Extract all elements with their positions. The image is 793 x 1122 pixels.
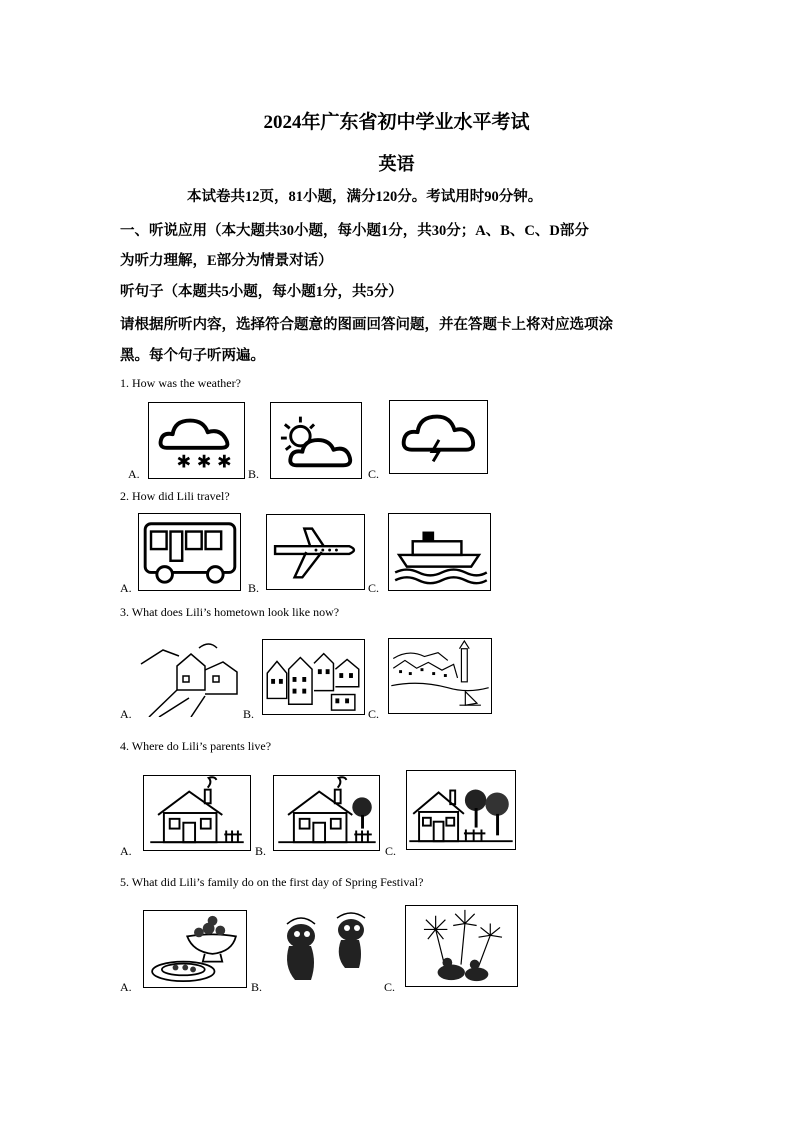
village-icon[interactable] — [139, 640, 239, 717]
food-icon[interactable] — [143, 910, 247, 988]
q1-option-a-label[interactable]: A. — [128, 467, 140, 481]
q2-option-a-label[interactable]: A. — [120, 581, 132, 595]
q5-option-b-label[interactable]: B. — [251, 980, 263, 994]
question-3-text: 3. What does Lili’s hometown look like now? — [120, 605, 340, 619]
seaside-city-icon[interactable] — [388, 638, 492, 714]
question-5-text: 5. What did Lili’s family do on the first day of Spring Festival? — [120, 875, 424, 889]
instruction-line2: 黑。每个句子听两遍。 — [120, 348, 265, 364]
q3-option-b-label[interactable]: B. — [243, 707, 255, 721]
question-2-text: 2. How did Lili travel? — [120, 489, 230, 503]
exam-title: 2024年广东省初中学业水平考试 — [263, 112, 530, 133]
section-heading-line1: 一、听说应用（本大题共30小题，每小题1分，共30分；A、B、C、D部分 — [120, 223, 589, 239]
plane-icon[interactable] — [266, 514, 365, 590]
svg-text:✱ ✱ ✱: ✱ ✱ ✱ — [176, 452, 232, 473]
town-icon[interactable] — [262, 639, 365, 715]
q3-option-a-label[interactable]: A. — [120, 707, 132, 721]
sun-cloud-icon[interactable] — [270, 402, 362, 479]
exam-info: 本试卷共12页，81小题，满分120分。考试用时90分钟。 — [187, 189, 543, 205]
house-trees-icon[interactable] — [406, 770, 516, 850]
q4-option-c-label[interactable]: C. — [385, 844, 397, 858]
ship-icon[interactable] — [388, 513, 491, 591]
section-heading-line2: 为听力理解，E部分为情景对话） — [120, 253, 333, 269]
thunder-cloud-icon[interactable] — [389, 400, 488, 474]
snow-cloud-icon[interactable] — [148, 402, 245, 479]
q2-option-b-label[interactable]: B. — [248, 581, 260, 595]
q4-option-a-label[interactable]: A. — [120, 844, 132, 858]
q2-option-c-label[interactable]: C. — [368, 581, 380, 595]
instruction-line1: 请根据所听内容，选择符合题意的图画回答问题，并在答题卡上将对应选项涂 — [120, 317, 613, 333]
exam-subject: 英语 — [378, 154, 415, 174]
q1-option-c-label[interactable]: C. — [368, 467, 380, 481]
bus-icon[interactable] — [138, 513, 241, 591]
q5-option-a-label[interactable]: A. — [120, 980, 132, 994]
question-1-text: 1. How was the weather? — [120, 376, 241, 390]
fireworks-icon[interactable] — [405, 905, 518, 987]
question-4-text: 4. Where do Lili’s parents live? — [120, 739, 272, 753]
part-title: 听句子（本题共5小题，每小题1分，共5分） — [120, 284, 403, 300]
q5-option-c-label[interactable]: C. — [384, 980, 396, 994]
house-tree-icon[interactable] — [273, 775, 380, 851]
q1-option-b-label[interactable]: B. — [248, 467, 260, 481]
q3-option-c-label[interactable]: C. — [368, 707, 380, 721]
house-icon[interactable] — [143, 775, 251, 851]
q4-option-b-label[interactable]: B. — [255, 844, 267, 858]
lion-dance-icon[interactable] — [271, 906, 380, 988]
